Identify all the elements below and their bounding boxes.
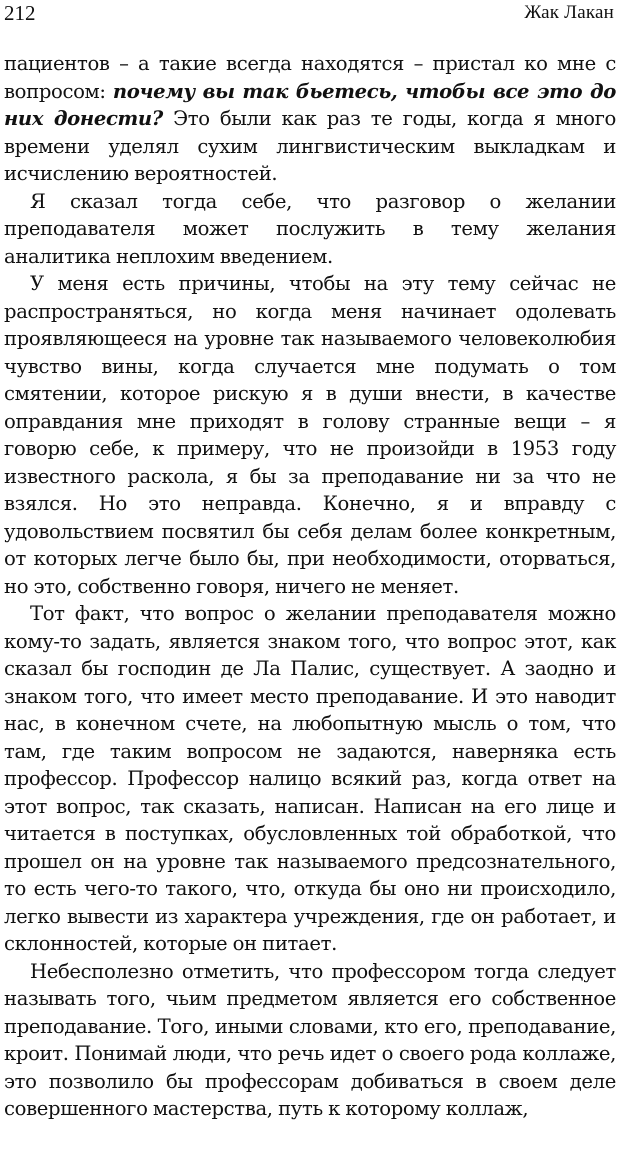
page-number: 212: [4, 1, 36, 25]
paragraph-2: Я сказал тогда себе, что разговор о желании преподавателя может послужить в тему желания аналитика неплохим введением.: [4, 189, 616, 268]
paragraph-1: [4, 50, 616, 188]
paragraph-1-italic-question: почему вы так бьетесь, чтобы все это до них донести?: [4, 79, 616, 130]
paragraph-5: Небесполезно отметить, что профессором тогда следует называть того, чьим предметом является его собственное преподавание. Того, иными словами, кто его, преподавание, кроит. Понимай люди, что речь идет о своего рода коллаже, это позволило бы профессорам добиваться в своем деле совершенного мастерства, путь к которому коллаж,: [4, 959, 616, 1120]
running-title: Жак Лакан: [524, 2, 614, 23]
running-head: [4, 0, 616, 30]
paragraph-1-text-start: пациентов – а такие всегда находятся – пристал ко мне с вопросом:: [4, 52, 616, 103]
paragraph-4: Тот факт, что вопрос о желании преподавателя можно кому-то задать, является знаком того, что вопрос этот, как сказал бы господин де Ла Палис, существует. А заодно и знаком того, что имеет место преподавание. И это наводит нас, в конечном счете, на любопытную мысль о том, что там, где таким вопросом не задаются, наверняка есть профессор. Профессор налицо всякий раз, когда ответ на этот вопрос, так сказать, написан. Написан на его лице и читается в поступках, обусловленных той обработкой, что прошел он на уровне так называемого предсознательного, то есть чего-то такого, что, откуда бы оно ни происходило, легко вывести из характера учреждения, где он работает, и склонностей, которые он питает.: [4, 602, 616, 955]
paragraph-1-text-end: Это были как раз те годы, когда я много времени уделял сухим лингвистическим выкладкам и исчислению вероятностей.: [4, 107, 616, 185]
body-text: [4, 50, 616, 1123]
paragraph-3: У меня есть причины, чтобы на эту тему сейчас не распространяться, но когда меня начинает одолевать проявляющееся на уровне так называемого человеколюбия чувство вины, когда случается мне подумать о том смятении, которое рискую я в души внести, в качестве оправдания мне приходят в голову странные вещи – я говорю себе, к примеру, что не произойди в 1953 году известного раскола, я бы за преподавание ни за что не взялся. Но это неправда. Конечно, я и вправду с удовольствием посвятил бы себя делам более конкретным, от которых легче было бы, при необходимости, оторваться, но это, собственно говоря, ничего не меняет.: [4, 272, 616, 598]
